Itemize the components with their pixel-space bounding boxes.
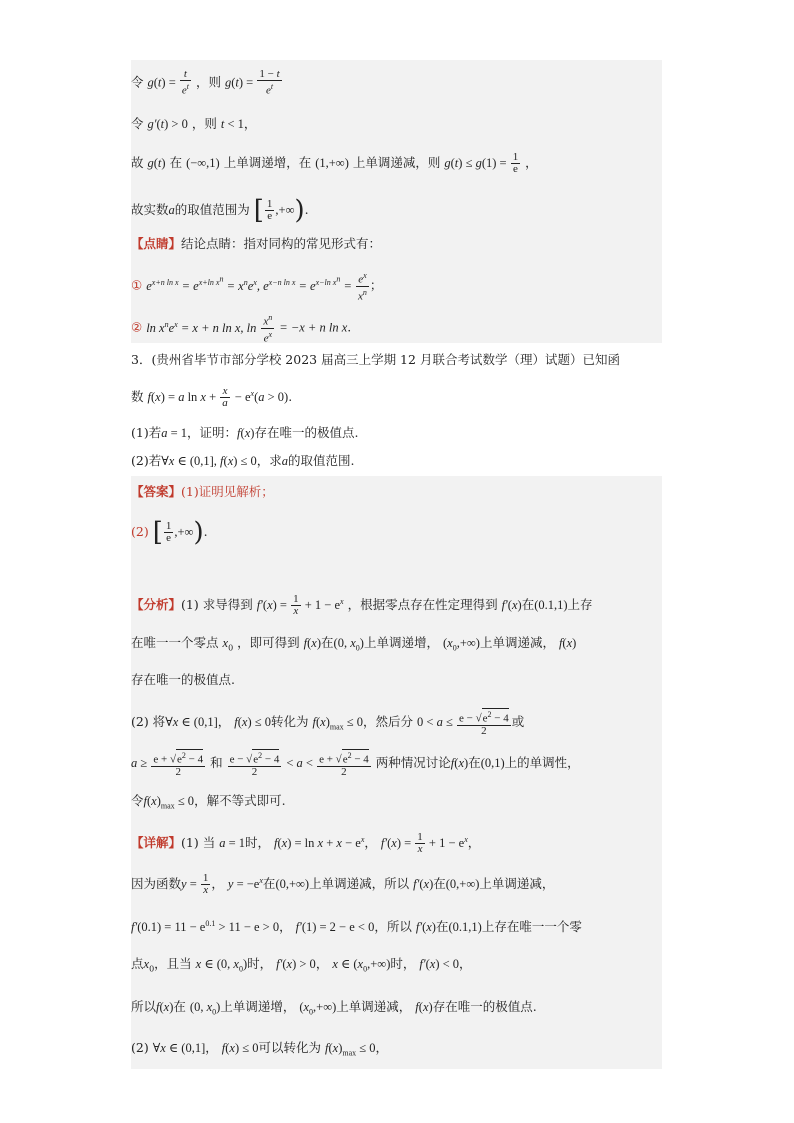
analysis-line-4: (2) 将∀x ∈ (0,1]， f(x) ≤ 0转化为 $f(x)_{max} \le 0$，然后分 0 < a ≤ $\frac{e - √e^2 - 4}{2}$ 或 (131, 710, 525, 737)
line-define-g: 令 g(t) = $\frac{t}{e^t}$ ，则 g(t) = $\frac{1 - t}{e^t}$ (131, 68, 280, 97)
analysis-line-3: 存在唯一的极值点. (131, 672, 235, 687)
detail-line-1: 【详解】(1) 当 a = 1时， $f(x) = \ln x + x - e^x$， f′(x) = $\frac{1}{x}$ + $1 - e^x$， (131, 831, 481, 856)
line-range-a: 故实数a的取值范围为 [ $\frac{1}{e}$ ,+∞). (131, 195, 309, 226)
detail-line-2: 因为函数y = $\frac{1}{x}$ ， $y = -e^x$在(0,+∞)上单调递减，所以 f′(x)在(0,+∞)上单调递减， (131, 872, 555, 897)
detail-line-4: 点$x_0$，且当 x ∈ (0, $x_0$)时， f′(x) > 0， x ∈ $(x_0,+\infty)$时， f′(x) < 0， (131, 956, 472, 974)
line-key-point: 【点睛】结论点睛：指对同构的常见形式有： (131, 236, 382, 251)
line-derivative-positive: 令 g′(t) > 0 ，则 t < 1， (131, 116, 257, 131)
answer-line-2: (2) [ $\frac{1}{e}$ ,+∞). (131, 517, 208, 548)
answer-line-1: 【答案】(1)证明见解析； (131, 484, 274, 499)
problem-stem-1: 3．(贵州省毕节市部分学校 2023 届高三上学期 12 月联合考试数学（理）试题）已知函 (131, 352, 620, 367)
analysis-line-6: 令$f(x)_{max} \le 0$，解不等式即可. (131, 793, 286, 811)
analysis-line-5: a ≥ $\frac{e + √e^2 - 4}{2}$ 和 $\frac{e - √e^2 - 4}{2}$ < a < $\frac{e + √e^2 - 4}{2}$ 两种情况讨论f(x)在(0,1)上的单调性， (131, 751, 580, 778)
line-monotonic-g: 故 g(t) 在 (−∞,1) 上单调递增，在 (1,+∞) 上单调递减，则 g(t) ≤ g(1) = $\frac{1}{e}$ ， (131, 151, 538, 175)
solution-block-previous (131, 60, 662, 343)
detail-line-6: (2) ∀x ∈ (0,1]， f(x) ≤ 0可以转化为 $f(x)_{max} \le 0$， (131, 1040, 389, 1058)
solution-block-current (131, 476, 662, 1069)
detail-line-5: 所以f(x)在 (0, $x_0$)上单调递增， $(x_0,+\infty)$上单调递减， f(x)存在唯一的极值点. (131, 999, 537, 1017)
analysis-line-2: 在唯一一个零点 $x_0$ ，即可得到 f(x)在(0, $x_0$)上单调递增， $(x_0,+\infty)$上单调递减， f(x) (131, 635, 577, 653)
detail-line-3: $f'(0.1) = 11 - e^{0.1} > 11 - e > 0$， f′(1) = 2 − e < 0，所以 f′(x)在(0.1,1)上存在唯一一个零 (131, 919, 582, 935)
line-formula-2: ② $\ln x^ne^x = x + n$ ln x, ln $\frac{x^n}{e^x}$ = −x + n ln x. (131, 313, 352, 345)
problem-q2: (2)若∀x ∈ (0,1], f(x) ≤ 0，求a的取值范围. (131, 453, 355, 468)
line-formula-1: ① $e^{x+n ln x} = e^{x+ln x^n} = x^ne^x$, $e^{x-n ln x} = e^{x-ln x^n}$ = $\frac{e^x}{x^n}$ ； (131, 271, 383, 303)
problem-stem-2: 数 f(x) = a ln x + $\frac{x}{a}$ − $e^x(a > 0)$. (131, 385, 293, 410)
analysis-line-1: 【分析】(1) 求导得到 f′(x) = $\frac{1}{x}$ + $1 - e^x$ ，根据零点存在性定理得到 f′(x)在(0.1,1)上存 (131, 593, 593, 618)
problem-q1: (1)若a = 1，证明：f(x)存在唯一的极值点. (131, 425, 359, 440)
